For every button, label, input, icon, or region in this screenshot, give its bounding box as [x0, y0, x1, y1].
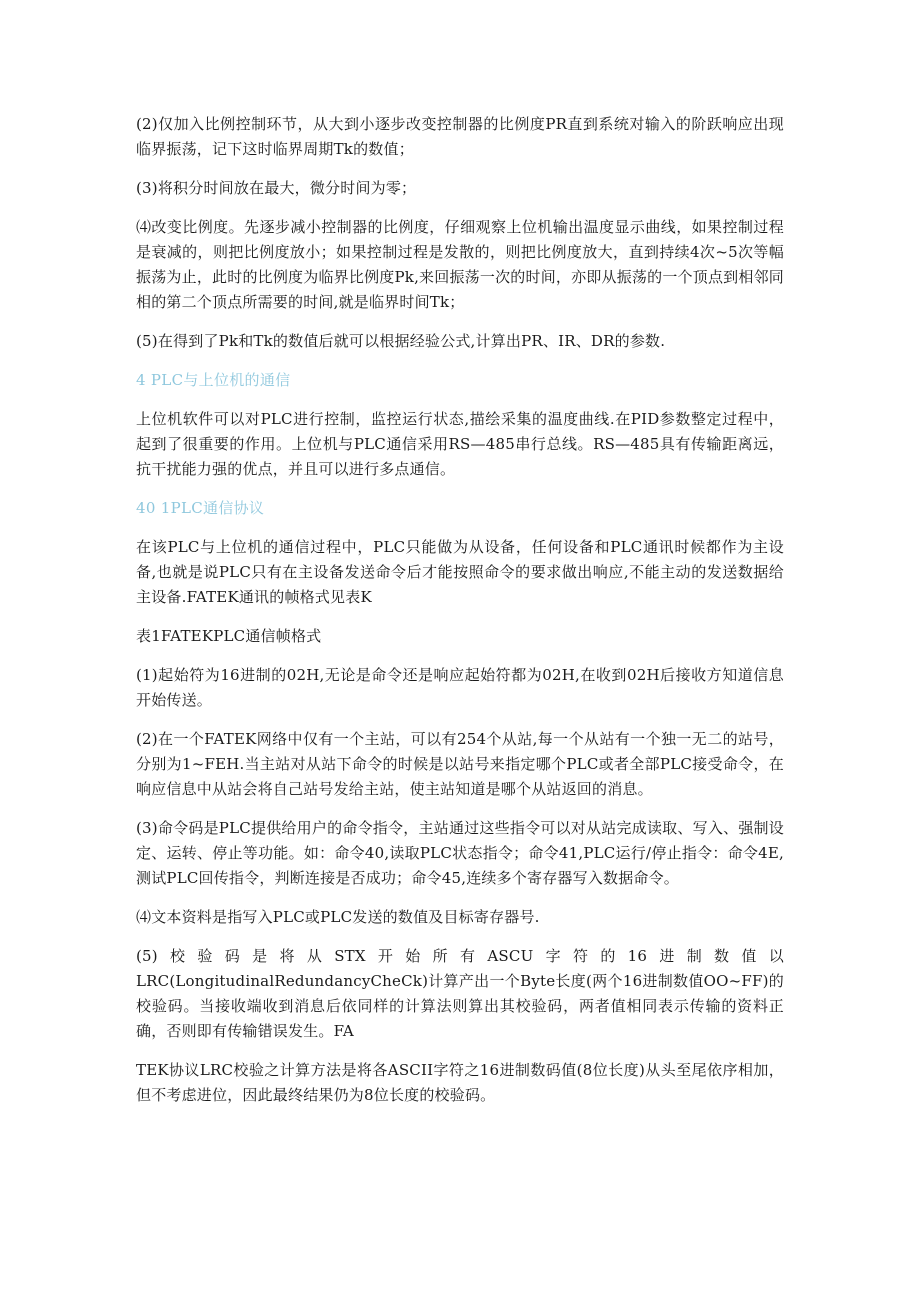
paragraph-step-2: (2)仅加入比例控制环节，从大到小逐步改变控制器的比例度PR直到系统对输入的阶跃响应出现临界振荡，记下这时临界周期Tk的数值；: [136, 115, 784, 158]
paragraph-text-data: ⑷文本资料是指写入PLC或PLC发送的数值及目标寄存器号.: [136, 908, 540, 926]
paragraph-step-5: (5)在得到了Pk和Tk的数值后就可以根据经验公式,计算出PR、IR、DR的参数.: [136, 332, 666, 350]
paragraph-start-char: (1)起始符为16进制的02H,无论是命令还是响应起始符都为02H,在收到02H后接收方知道信息开始传送。: [136, 666, 784, 709]
table-caption: 表1FATEKPLC通信帧格式: [136, 627, 322, 645]
document-page: [136, 112, 784, 1122]
paragraph-protocol-intro: 在该PLC与上位机的通信过程中，PLC只能做为从设备，任何设备和PLC通讯时候都作为主设备,也就是说PLC只有在主设备发送命令后才能按照命令的要求做出响应,不能主动的发送数据给主设备.FATEK通讯的帧格式见表K: [136, 538, 784, 606]
paragraph-step-4: ⑷改变比例度。先逐步减小控制器的比例度，仔细观察上位机输出温度显示曲线，如果控制过程是衰减的，则把比例度放小；如果控制过程是发散的，则把比例度放大，直到持续4次~5次等幅振荡为止，此时的比例度为临界比例度Pk,来回振荡一次的时间，亦即从振荡的一个顶点到相邻同相的第二个顶点所需要的时间,就是临界时间Tk；: [136, 218, 784, 311]
paragraph-checksum: (5)校验码是将从STX开始所有ASCU字符的16进制数值以LRC(LongitudinalRedundancyCheCk)计算产出一个Byte长度(两个16进制数值OO~FF)的校验码。当接收端收到消息后依同样的计算法则算出其校验码，两者值相同表示传输的资料正确，否则即有传输错误发生。FA: [136, 947, 784, 1040]
paragraph-section4-body: 上位机软件可以对PLC进行控制，监控运行状态,描绘采集的温度曲线.在PID参数整定过程中，起到了很重要的作用。上位机与PLC通信采用RS—485串行总线。RS—485具有传输距离远，抗干扰能力强的优点，并且可以进行多点通信。: [136, 410, 784, 478]
paragraph-step-3: (3)将积分时间放在最大，微分时间为零；: [136, 179, 417, 197]
section-heading-plc-protocol: 40 1PLC通信协议: [136, 499, 265, 517]
section-heading-plc-communication: 4 PLC与上位机的通信: [136, 371, 291, 389]
paragraph-command-code: (3)命令码是PLC提供给用户的命令指令，主站通过这些指令可以对从站完成读取、写入、强制设定、运转、停止等功能。如：命令40,读取PLC状态指令；命令41,PLC运行/停止指令：命令4E,测试PLC回传指令，判断连接是否成功；命令45,连续多个寄存器写入数据命令。: [136, 819, 784, 887]
paragraph-station-number: (2)在一个FATEK网络中仅有一个主站，可以有254个从站,每一个从站有一个独一无二的站号，分别为1~FEH.当主站对从站下命令的时候是以站号来指定哪个PLC或者全部PLC接受命令，在响应信息中从站会将自己站号发给主站，使主站知道是哪个从站返回的消息。: [136, 730, 784, 798]
paragraph-lrc-method: TEK协议LRC校验之计算方法是将各ASCII字符之16进制数码值(8位长度)从头至尾依序相加，但不考虑进位，因此最终结果仍为8位长度的校验码。: [136, 1061, 784, 1104]
